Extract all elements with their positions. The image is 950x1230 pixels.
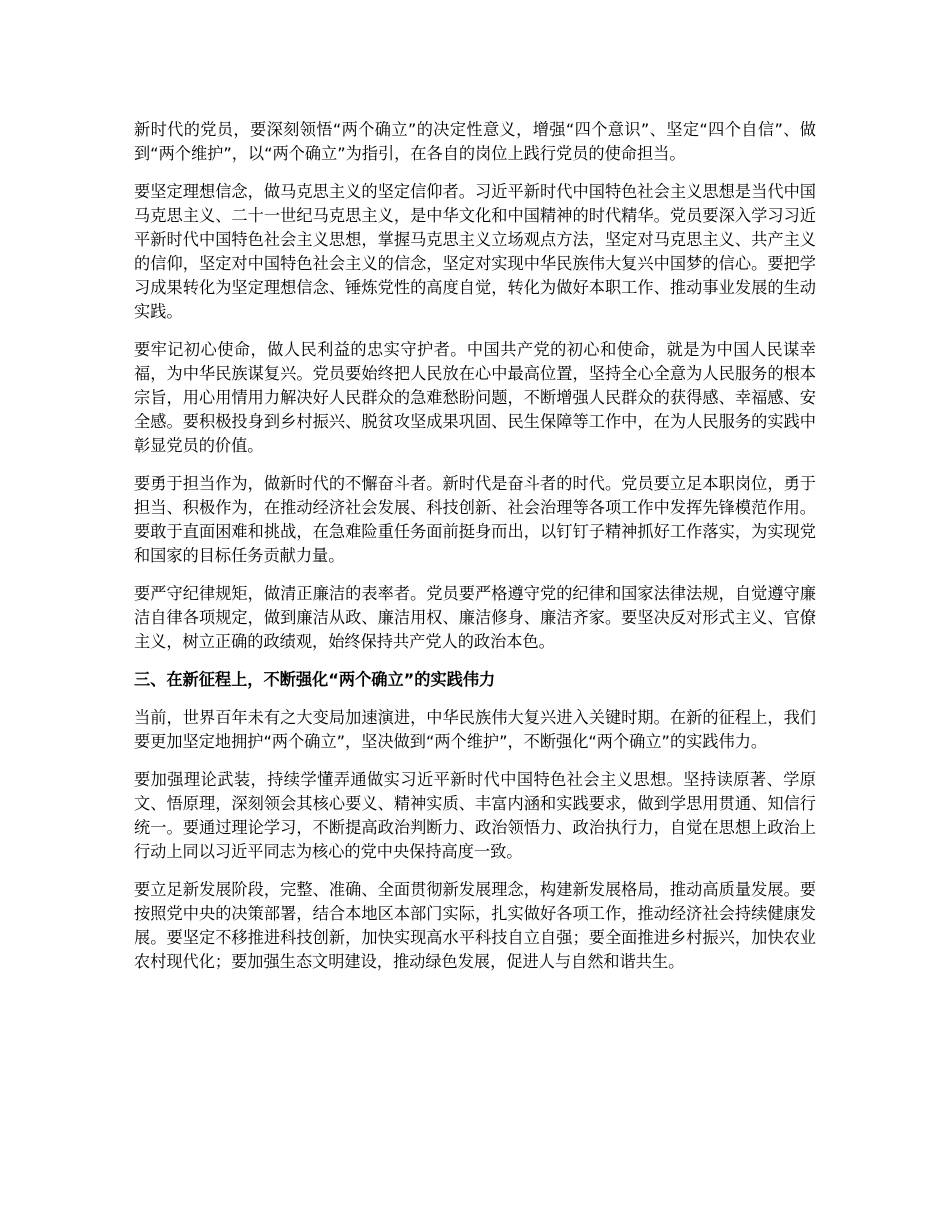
body-paragraph: 要牢记初心使命，做人民利益的忠实守护者。中国共产党的初心和使命，就是为中国人民谋幸福，为中华民族谋复兴。党员要始终把人民放在心中最高位置，坚持全心全意为人民服务的根本宗旨，用心用情用力解决好人民群众的急难愁盼问题，不断增强人民群众的获得感、幸福感、安全感。要积极投身到乡村振兴、脱贫攻坚成果巩固、民生保障等工作中，在为人民服务的实践中彰显党员的价值。 bbox=[134, 340, 816, 455]
body-paragraph: 要坚定理想信念，做马克思主义的坚定信仰者。习近平新时代中国特色社会主义思想是当代中国马克思主义、二十一世纪马克思主义，是中华文化和中国精神的时代精华。党员要深入学习习近平新时代中国特色社会主义思想，掌握马克思主义立场观点方法，坚定对马克思主义、共产主义的信仰，坚定对中国特色社会主义的信念，坚定对实现中华民族伟大复兴中国梦的信心。要把学习成果转化为坚定理想信念、锤炼党性的高度自觉，转化为做好本职工作、推动事业发展的生动实践。 bbox=[134, 182, 816, 321]
body-paragraph: 新时代的党员，要深刻领悟“两个确立”的决定性意义，增强“四个意识”、坚定“四个自信”、做到“两个维护”，以“两个确立”为指引，在各自的岗位上践行党员的使命担当。 bbox=[134, 120, 816, 163]
body-paragraph: 要立足新发展阶段，完整、准确、全面贯彻新发展理念，构建新发展格局，推动高质量发展。要按照党中央的决策部署，结合本地区本部门实际，扎实做好各项工作，推动经济社会持续健康发展。要坚定不移推进科技创新，加快实现高水平科技自立自强；要全面推进乡村振兴，加快农业农村现代化；要加强生态文明建设，推动绿色发展，促进人与自然和谐共生。 bbox=[134, 880, 816, 971]
section-heading: 三、在新征程上，不断强化“两个确立”的实践伟力 bbox=[134, 670, 496, 689]
document-body bbox=[134, 118, 816, 974]
body-paragraph: 要严守纪律规矩，做清正廉洁的表率者。党员要严格遵守党的纪律和国家法律法规，自觉遵守廉洁自律各项规定，做到廉洁从政、廉洁用权、廉洁修身、廉洁齐家。要坚决反对形式主义、官僚主义，树立正确的政绩观，始终保持共产党人的政治本色。 bbox=[134, 584, 816, 651]
body-paragraph: 要勇于担当作为，做新时代的不懈奋斗者。新时代是奋斗者的时代。党员要立足本职岗位，勇于担当、积极作为，在推动经济社会发展、科技创新、社会治理等各项工作中发挥先锋模范作用。要敢于直面困难和挑战，在急难险重任务面前挺身而出，以钉钉子精神抓好工作落实，为实现党和国家的目标任务贡献力量。 bbox=[134, 474, 816, 565]
body-paragraph: 当前，世界百年未有之大变局加速演进，中华民族伟大复兴进入关键时期。在新的征程上，我们要更加坚定地拥护“两个确立”，坚决做到“两个维护”，不断强化“两个确立”的实践伟力。 bbox=[134, 708, 816, 751]
body-paragraph: 要加强理论武装，持续学懂弄通做实习近平新时代中国特色社会主义思想。坚持读原著、学原文、悟原理，深刻领会其核心要义、精神实质、丰富内涵和实践要求，做到学思用贯通、知信行统一。要通过理论学习，不断提高政治判断力、政治领悟力、政治执行力，自觉在思想上政治上行动上同以习近平同志为核心的党中央保持高度一致。 bbox=[134, 770, 816, 861]
